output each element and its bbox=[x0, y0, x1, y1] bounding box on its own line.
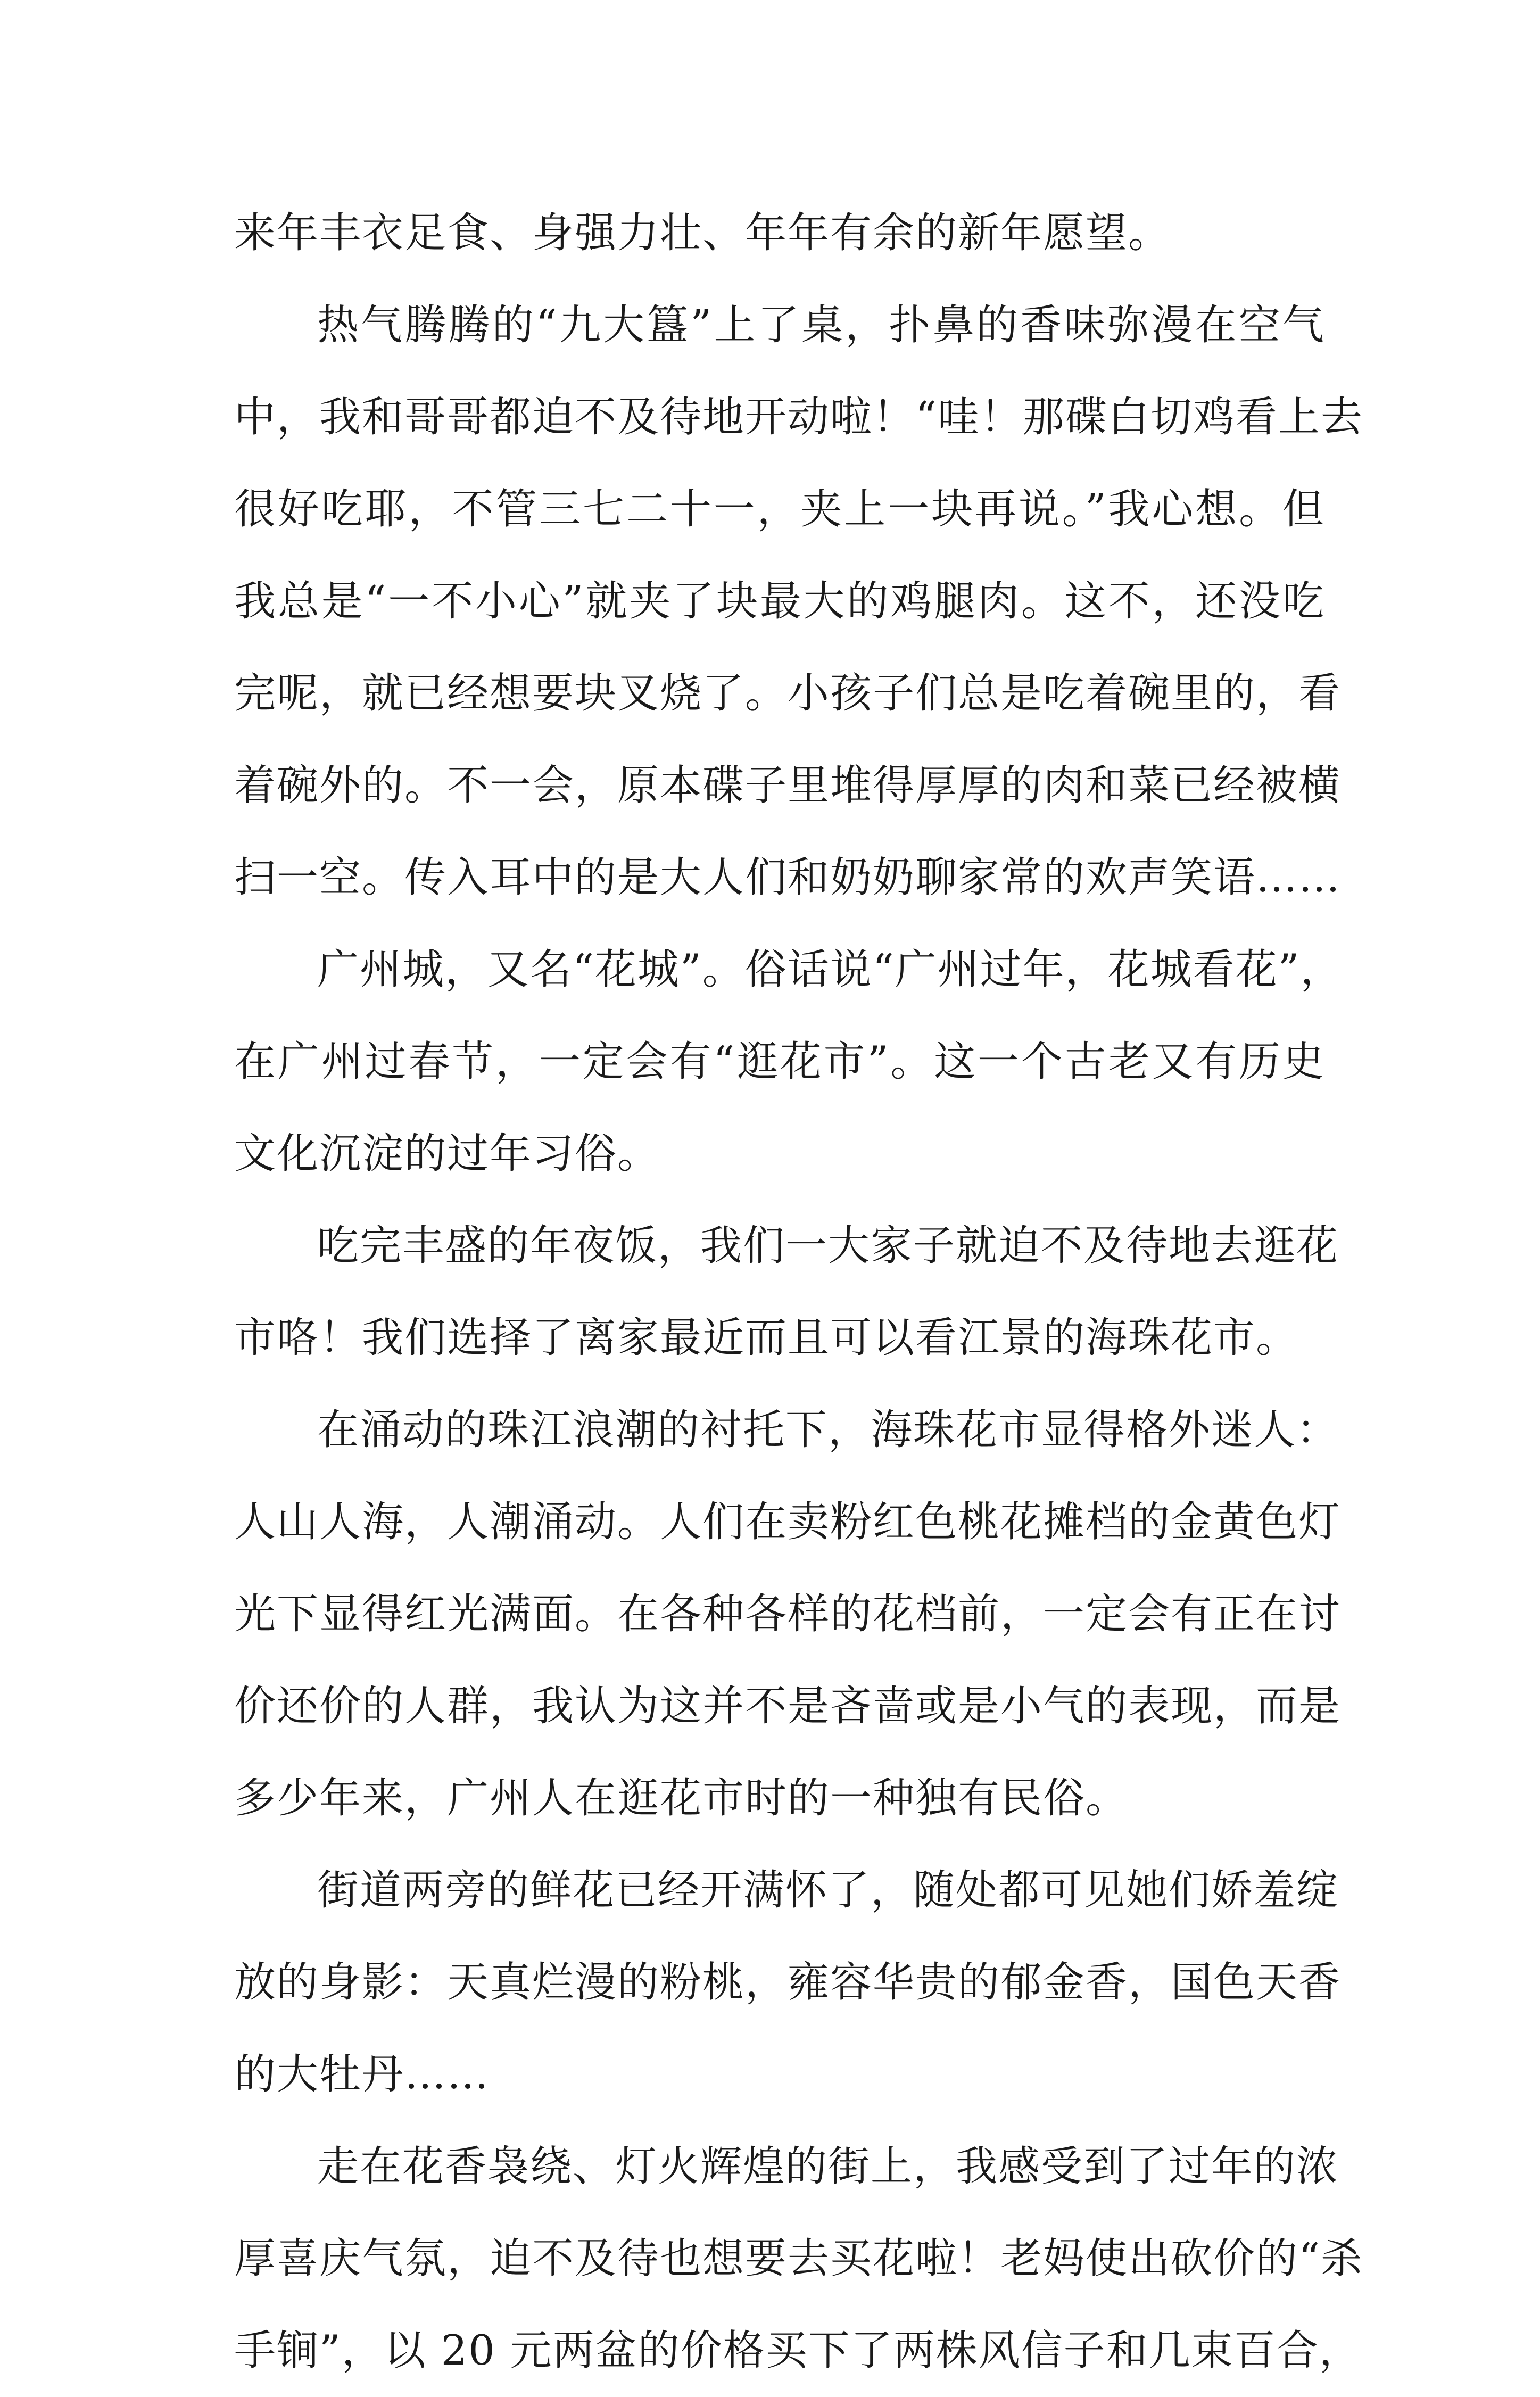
text-line: 放的身影：天真烂漫的粉桃，雍容华贵的郁金香，国色天香 bbox=[234, 1958, 1342, 2006]
paragraph-first-line: 广州城，又名“花城”。俗话说“广州过年，花城看花”， bbox=[317, 946, 1343, 994]
paragraph-first-line: 热气腾腾的“九大簋”上了桌，扑鼻的香味弥漫在空气 bbox=[317, 301, 1325, 349]
text-line: 的大牡丹…… bbox=[234, 2051, 490, 2098]
text-line: 厚喜庆气氛，迫不及待也想要去买花啦！老妈使出砍价的“杀 bbox=[234, 2235, 1363, 2283]
text-line: 完呢，就已经想要块叉烧了。小孩子们总是吃着碗里的，看 bbox=[234, 669, 1342, 717]
text-line: 我总是“一不小心”就夹了块最大的鸡腿肉。这不，还没吃 bbox=[234, 577, 1325, 625]
text-line: 很好吃耶，不管三七二十一，夹上一块再说。”我心想。但 bbox=[234, 485, 1325, 533]
paragraph-first-line: 吃完丰盛的年夜饭，我们一大家子就迫不及待地去逛花 bbox=[317, 1222, 1339, 1270]
text-line: 人山人海，人潮涌动。人们在卖粉红色桃花摊档的金黄色灯 bbox=[234, 1498, 1342, 1546]
text-line: 扫一空。传入耳中的是大人们和奶奶聊家常的欢声笑语…… bbox=[234, 854, 1342, 902]
text-line: 在广州过春节，一定会有“逛花市”。这一个古老又有历史 bbox=[234, 1038, 1325, 1086]
text-line: 价还价的人群，我认为这并不是吝啬或是小气的表现，而是 bbox=[234, 1682, 1342, 1730]
text-line: 中，我和哥哥都迫不及待地开动啦！“哇！那碟白切鸡看上去 bbox=[234, 393, 1363, 441]
text-line: 来年丰衣足食、身强力壮、年年有余的新年愿望。 bbox=[234, 209, 1171, 257]
paragraph-first-line: 街道两旁的鲜花已经开满怀了，随处都可见她们娇羞绽 bbox=[317, 1866, 1339, 1914]
body-text bbox=[234, 187, 1363, 2397]
paragraph-first-line: 在涌动的珠江浪潮的衬托下，海珠花市显得格外迷人： bbox=[317, 1406, 1339, 1454]
text-line: 光下显得红光满面。在各种各样的花档前，一定会有正在讨 bbox=[234, 1590, 1342, 1638]
text-line: 着碗外的。不一会，原本碟子里堆得厚厚的肉和菜已经被横 bbox=[234, 762, 1342, 809]
paragraph-first-line: 走在花香袅绕、灯火辉煌的街上，我感受到了过年的浓 bbox=[317, 2143, 1339, 2191]
text-line: 文化沉淀的过年习俗。 bbox=[234, 1130, 660, 1178]
text-line: 市咯！我们选择了离家最近而且可以看江景的海珠花市。 bbox=[234, 1314, 1299, 1362]
text-line: 手锏”，以 20 元两盆的价格买下了两株风信子和几束百合， bbox=[234, 2327, 1362, 2375]
text-line: 多少年来，广州人在逛花市时的一种独有民俗。 bbox=[234, 1774, 1129, 1822]
